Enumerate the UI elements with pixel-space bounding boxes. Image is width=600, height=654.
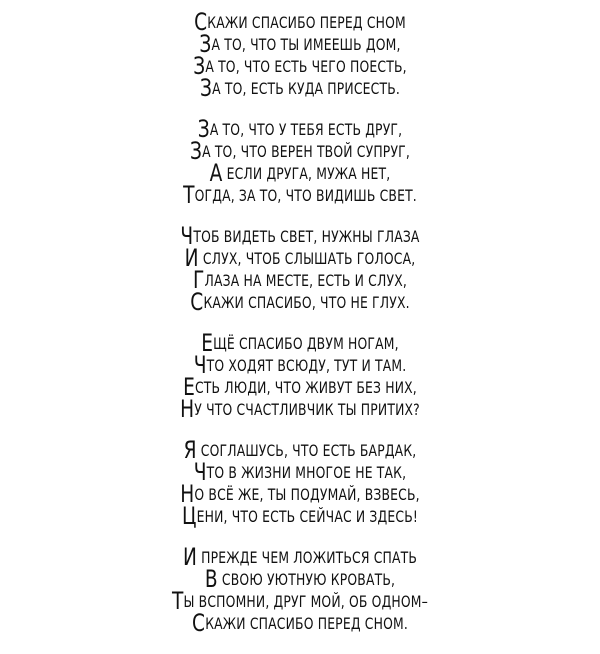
line-text: ЩЁ СПАСИБО ДВУМ НОГАМ, [213, 334, 399, 353]
line-text: КАЖИ СПАСИБО ПЕРЕД СНОМ. [205, 614, 408, 633]
initial-letter: Е [183, 373, 195, 401]
initial-letter: З [190, 137, 203, 165]
poem-line [42, 30, 558, 58]
initial-letter: Е [201, 329, 214, 357]
line-text: СВОЮ УЮТНУЮ КРОВАТЬ, [217, 570, 396, 589]
line-text: КАЖИ СПАСИБО, ЧТО НЕ ГЛУХ. [203, 293, 410, 312]
initial-letter: Т [183, 181, 195, 209]
line-text: ЛАЗА НА МЕСТЕ, ЕСТЬ И СЛУХ, [204, 271, 407, 290]
line-text: Ы ВСПОМНИ, ДРУГ МОЙ, ОБ ОДНОМ– [183, 592, 429, 611]
initial-letter: Н [180, 395, 195, 423]
initial-letter: Н [180, 480, 195, 508]
initial-letter: Я [183, 436, 197, 464]
line-text: ТО ХОДЯТ ВСЮДУ, ТУТ И ТАМ. [206, 356, 407, 375]
line-text: ЕСЛИ ДРУГА, МУЖА НЕТ, [222, 164, 391, 183]
initial-letter: В [204, 565, 218, 593]
stanza-4 [0, 329, 600, 423]
line-text: ОГДА, ЗА ТО, ЧТО ВИДИШЬ СВЕТ. [194, 186, 417, 205]
initial-letter: Ч [193, 458, 207, 486]
poem-line [42, 480, 558, 508]
poem-line [42, 137, 558, 165]
poem-line [42, 609, 558, 637]
poem-line [42, 8, 558, 36]
poem-line [42, 395, 558, 423]
initial-letter: А [209, 159, 223, 187]
stanza-6 [0, 543, 600, 637]
line-text: А ТО, ЧТО ТЫ ИМЕЕШЬ ДОМ, [211, 35, 401, 54]
initial-letter: И [182, 543, 198, 571]
poem [0, 8, 600, 654]
line-text: У ЧТО СЧАСТЛИВЧИК ТЫ ПРИТИХ? [194, 400, 420, 419]
poem-line [42, 266, 558, 294]
initial-letter: С [192, 609, 206, 637]
line-text: ТОБ ВИДЕТЬ СВЕТ, НУЖНЫ ГЛАЗА [193, 227, 420, 246]
poem-line [42, 587, 558, 615]
poem-line [42, 458, 558, 486]
initial-letter: З [199, 30, 212, 58]
poem-line [42, 502, 558, 530]
stanza-3 [0, 222, 600, 316]
line-text: А ТО, ЧТО ВЕРЕН ТВОЙ СУПРУГ, [202, 142, 410, 161]
line-text: СТЬ ЛЮДИ, ЧТО ЖИВУТ БЕЗ НИХ, [194, 378, 417, 397]
initial-letter: С [194, 8, 208, 36]
initial-letter: Ч [180, 222, 194, 250]
line-text: ЕНИ, ЧТО ЕСТЬ СЕЙЧАС И ЗДЕСЬ! [196, 507, 418, 526]
initial-letter: Ц [182, 502, 197, 530]
initial-letter: З [193, 52, 206, 80]
line-text: А ТО, ЕСТЬ КУДА ПРИСЕСТЬ. [212, 79, 400, 98]
poem-line [42, 244, 558, 272]
poem-line [42, 329, 558, 357]
initial-letter: З [200, 74, 213, 102]
initial-letter: Г [193, 266, 205, 294]
initial-letter: Ч [193, 351, 207, 379]
line-text: КАЖИ СПАСИБО ПЕРЕД СНОМ [207, 13, 406, 32]
stanza-1 [0, 8, 600, 102]
initial-letter: И [184, 244, 199, 272]
poem-line [42, 565, 558, 593]
poem-line [42, 373, 558, 401]
line-text: А ТО, ЧТО У ТЕБЯ ЕСТЬ ДРУГ, [209, 120, 403, 139]
poem-line [42, 115, 558, 143]
initial-letter: С [190, 288, 204, 316]
stanza-5 [0, 436, 600, 530]
poem-line [42, 288, 558, 316]
poem-line [42, 181, 558, 209]
initial-letter: Т [171, 587, 184, 615]
poem-line [42, 222, 558, 250]
line-text: А ТО, ЧТО ЕСТЬ ЧЕГО ПОЕСТЬ, [205, 57, 407, 76]
line-text: О ВСЁ ЖЕ, ТЫ ПОДУМАЙ, ВЗВЕСЬ, [194, 485, 420, 504]
line-text: ТО В ЖИЗНИ МНОГОЕ НЕ ТАК, [206, 463, 407, 482]
poem-line [42, 52, 558, 80]
stanza-2 [0, 115, 600, 209]
poem-line [42, 74, 558, 102]
initial-letter: З [197, 115, 210, 143]
line-text: СОГЛАШУСЬ, ЧТО ЕСТЬ БАРДАК, [196, 441, 417, 460]
poem-line [42, 543, 558, 571]
line-text: ПРЕЖДЕ ЧЕМ ЛОЖИТЬСЯ СПАТЬ [197, 548, 418, 567]
poem-line [42, 159, 558, 187]
poem-line [42, 351, 558, 379]
line-text: СЛУХ, ЧТОБ СЛЫШАТЬ ГОЛОСА, [198, 249, 416, 268]
poem-line [42, 436, 558, 464]
